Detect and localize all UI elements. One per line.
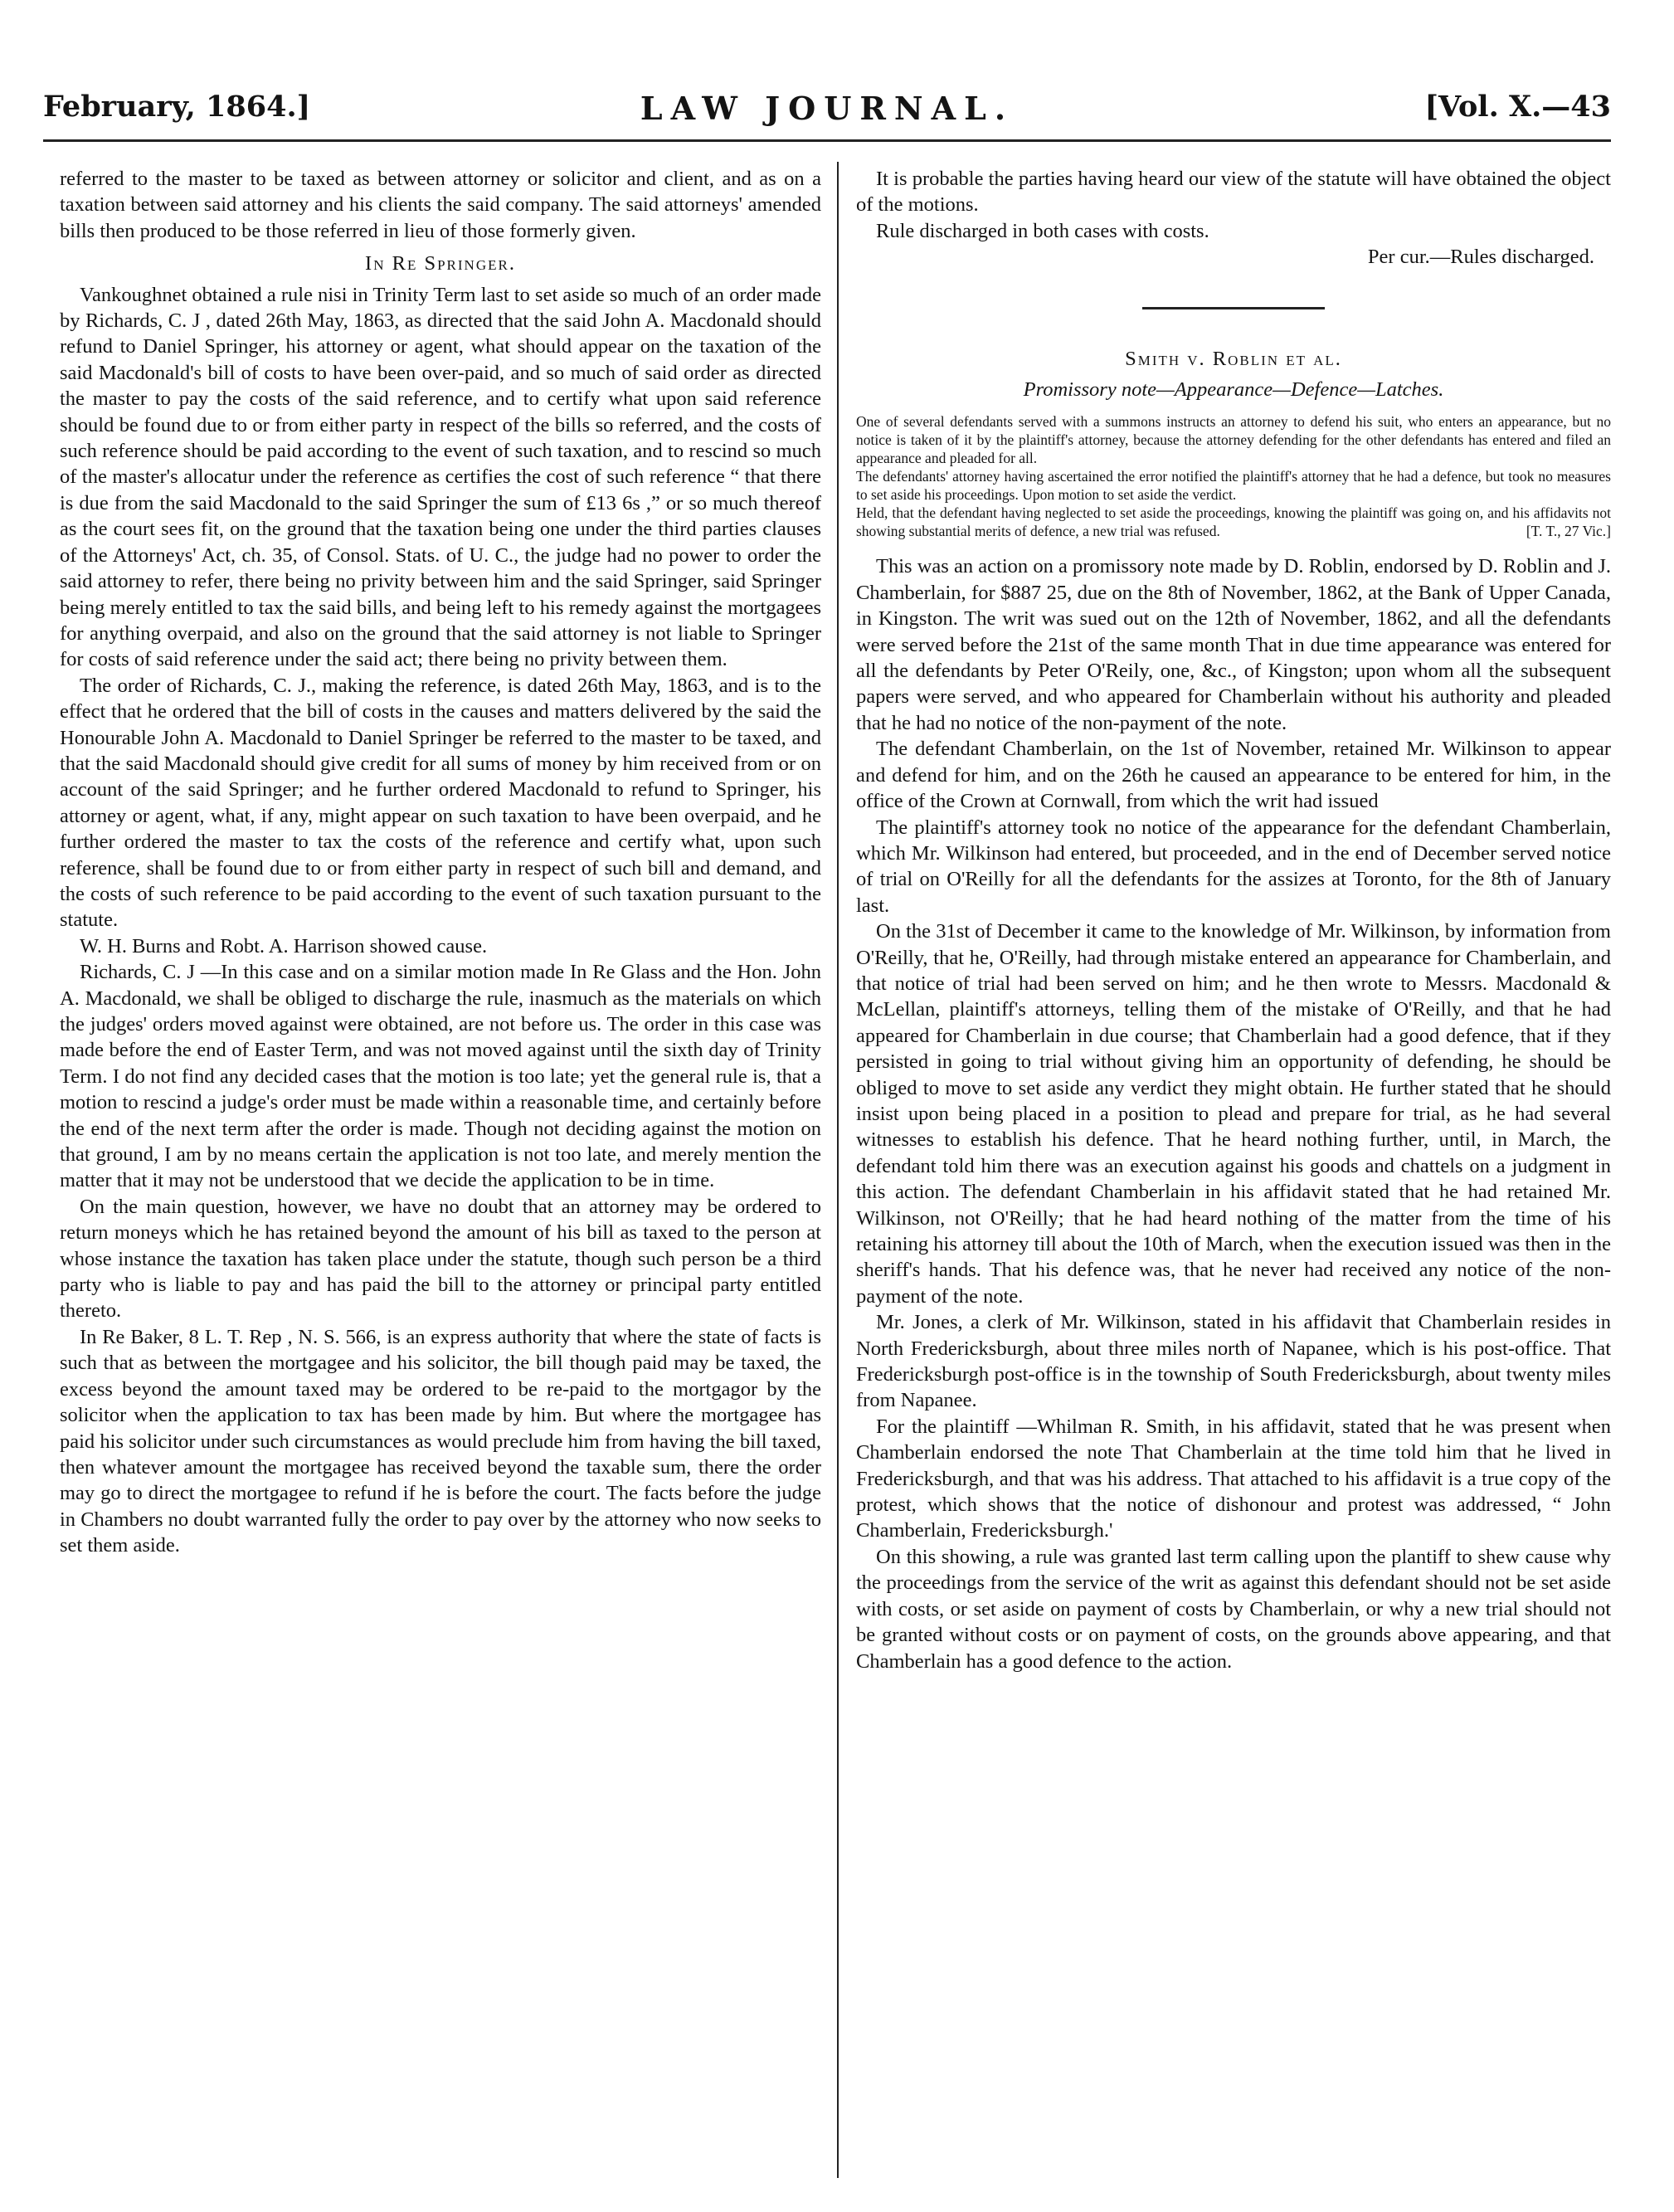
headnote-paragraph: One of several defendants served with a summons instructs an attorney to defend his suit, who enters an appearance, but no notice is taken of it by the plaintiff's attorney, because the attorney defending for the other defendants has entered and filed an appearance and pleaded for all. — [856, 413, 1611, 467]
header-date: February, 1864.] — [43, 90, 311, 124]
headnote-paragraph: The defendants' attorney having ascertained the error notified the plaintiff's attorney that he had a defence, but took no measures to set aside his proceedings. Upon motion to set aside the verdict. — [856, 468, 1611, 504]
header-rule — [43, 139, 1611, 145]
paragraph: The order of Richards, C. J., making the reference, is dated 26th May, 1863, and is to the effect that he ordered that the bill of costs in the causes and matters delivered by the said the Honourable John A. Macdonald to Daniel Springer be referred to the master to be taxed, and that the said Macdonald should give credit for all sums of money by him received from or on account of the said Springer; and he further ordered Macdonald to refund to Springer, his attorney or agent, what, if any, might appear on such taxation to have been overpaid, and he further ordered the master to tax the costs of the reference and certify what, upon such reference, shall be found due to or from either party in respect of such bill and demand, and the costs of such reference to be paid according to the event of such taxation pursuant to the statute. — [60, 674, 821, 932]
headnote — [856, 412, 1611, 540]
paragraph: On the main question, however, we have no doubt that an attorney may be ordered to return moneys which he has retained beyond the amount of his bill as taxed to the person at whose instance the taxation has taken place under the statute, though such person be a third party who is liable to pay and has paid the bill to the attorney or principal party entitled thereto. — [60, 1195, 821, 1323]
paragraph: It is probable the parties having heard our view of the statute will have obtained the object of the motions. — [856, 168, 1611, 217]
journal-title: LAW JOURNAL. — [640, 90, 1015, 127]
paragraph: W. H. Burns and Robt. A. Harrison showed cause. — [80, 934, 488, 957]
case-subheading: Promissory note—Appearance—Defence—Latches. — [1023, 378, 1444, 402]
paragraph: This was an action on a promissory note made by D. Roblin, endorsed by D. Roblin and J. Chamberlain, for $887 25, due on the 8th of November, 1862, at the Bank of Upper Canada, in Kingston. The writ was sued out on the 12th of November, 1862, and all the defendants were served before the 21st of the same month That in due time appearance was entered for all the defendants by Peter O'Reily, one, &c., of Kingston; upon whom all the subsequent papers were served, and who appeared for Chamberlain without his authority and pleaded that he had no notice of the non-payment of the note. — [856, 555, 1611, 734]
paragraph: In Re Baker, 8 L. T. Rep , N. S. 566, is an express authority that where the state of facts is such that as between the mortgagee and his solicitor, the bill though paid may be taxed, the excess beyond the amount taxed may be ordered to be re-paid to the mortgagor by the solicitor when the application to tax has been made by him. But where the mortgagee has paid his solicitor under such circumstances as would preclude him from having the bill taxed, then whatever amount the mortgagee has received beyond the taxable sum, there the order may go to direct the mortgagee to refund if he is before the court. The facts before the judge in Chambers no doubt warranted fully the order to pay over by the attorney who now seeks to set them aside. — [60, 1325, 821, 1557]
paragraph: For the plaintiff —Whilman R. Smith, in his affidavit, stated that he was present when Chamberlain endorsed the note That Chamberlain at the time told him that he lived in Fredericksburgh, and that was his address. That attached to his affidavit is a true copy of the protest, which shows that the notice of dishonour and protest was addressed, “ John Chamberlain, Fredericksburgh.' — [856, 1415, 1611, 1542]
case-heading-smith-v-roblin: Smith v. Roblin et al. — [1125, 347, 1342, 370]
paragraph: On the 31st of December it came to the knowledge of Mr. Wilkinson, by information from O'Reilly, that he, O'Reilly, had through mistake entered an appearance for Chamberlain, and that notice of trial had been served on him; and he then wrote to Messrs. Macdonald & McLellan, plaintiff's attorneys, telling them of the mistake of O'Reilly, and that he had appeared for Chamberlain in due course; that Chamberlain had a good defence, that if they persisted in going to trial without giving him an opportunity of defending, he should be obliged to move to set aside any verdict they might obtain. He further stated that he should insist upon being placed in a position to plead and prepare for trial, as he had several witnesses to establish his defence. That he heard nothing further, until, in March, the defendant told him there was an execution against his goods and chattels on a judgment in this action. The defendant Chamberlain in his affidavit stated that he had retained Mr. Wilkinson, not O'Reilly; that he had heard nothing of the matter from the time of his retaining his attorney till about the 10th of March, when the execution issued was then in the sheriff's hands. That his defence was, that he never had received any notice of the non-payment of the note. — [856, 920, 1611, 1308]
header-volume-page: [Vol. X.—43 — [1424, 90, 1611, 124]
right-column — [856, 166, 1611, 2190]
running-header — [43, 90, 1611, 139]
paragraph: On this showing, a rule was granted last term calling upon the plantiff to shew cause why the proceedings from the service of the writ as against this defendant should not be set aside with costs, or set aside on payment of costs by Chamberlain, or why a new trial should not be granted without costs or on payment of costs, on the grounds above appearing, and that Chamberlain has a good defence to the action. — [856, 1545, 1611, 1673]
per-curiam-line: Per cur.—Rules discharged. — [1367, 246, 1594, 269]
headnote-paragraph — [856, 504, 1611, 540]
paragraph: Vankoughnet obtained a rule nisi in Trinity Term last to set aside so much of an order made by Richards, C. J , dated 26th May, 1863, as directed that the said John A. Macdonald should refund to Daniel Springer, his attorney or agent, what should appear on the taxation of the said Macdonald's bill of costs to have been over-paid, and so much of said order as directed the master to pay the costs of the said reference, and to certify what upon said reference should be found due to or from either party in respect of the bills so referred, and the costs of such reference should be paid according to the event of such taxation, and to rescind so much of the master's allocatur under the reference as certifies the cost of such reference “ that there is due from the said Macdonald to the said Springer the sum of £13 6s ,” or so much thereof as the court sees fit, on the ground that the taxation being one under the third parties clauses of the Attorneys' Act, ch. 35, of Consol. Stats. of U. C., the judge had no power to order the said attorney to refer, there being no privity between him and the said Springer, said Springer being merely entitled to tax the said bills, and being left to his remedy against the mortgagees for anything overpaid, and also on the ground that the said attorney is not liable to Springer for costs of said reference under the said act; there being no privity between them. — [60, 283, 821, 671]
paragraph: Mr. Jones, a clerk of Mr. Wilkinson, stated in his affidavit that Chamberlain resides in North Fredericksburgh, about three miles north of Napanee, which is his post-office. That Fredericksburgh post-office is in the township of South Fredericksburgh, about twenty miles from Napanee. — [856, 1311, 1611, 1412]
term-citation: [T. T., 27 Vic.] — [1526, 523, 1611, 540]
paragraph: referred to the master to be taxed as between attorney or solicitor and client, and as on a taxation between said attorney and his clients the said company. The said attorneys' amended bills then produced to be those referred in lieu of those formerly given. — [60, 168, 821, 242]
section-rule — [1142, 307, 1325, 309]
paragraph: The plaintiff's attorney took no notice of the appearance for the defendant Chamberlain, which Mr. Wilkinson had entered, but proceeded, and in the end of December served notice of trial on O'Reilly for all the defendants for the assizes at Toronto, for the 8th of January last. — [856, 816, 1611, 917]
paragraph: The defendant Chamberlain, on the 1st of November, retained Mr. Wilkinson to appear and defend for him, and on the 26th he caused an appearance to be entered for him, in the office of the Crown at Cornwall, from which the writ had issued — [856, 738, 1611, 813]
paragraph: Richards, C. J —In this case and on a similar motion made In Re Glass and the Hon. John A. Macdonald, we shall be obliged to discharge the rule, inasmuch as the materials on which the judges' orders moved against were obtained, are not before us. The order in this case was made before the end of Easter Term, and was not moved against until the sixth day of Trinity Term. I do not find any decided cases that the motion is too late; yet the general rule is, that a motion to rescind a judge's order must be made within a reasonable time, and certainly before the end of the next term after the order is made. Though not deciding against the motion on that ground, I am by no means certain the application is not too late, and merely mention the matter that it may not be understood that we decide the application to be in time. — [60, 961, 821, 1192]
paragraph: Rule discharged in both cases with costs. — [876, 219, 1209, 242]
case-heading-in-re-springer: In Re Springer. — [365, 252, 516, 275]
headnote-held: Held, that the defendant having neglected to set aside the proceedings, knowing the plaintiff was going on, and his affidavits not showing substantial merits of defence, a new trial was refused. — [856, 504, 1611, 540]
column-divider — [837, 162, 839, 2178]
left-column — [60, 166, 821, 2190]
